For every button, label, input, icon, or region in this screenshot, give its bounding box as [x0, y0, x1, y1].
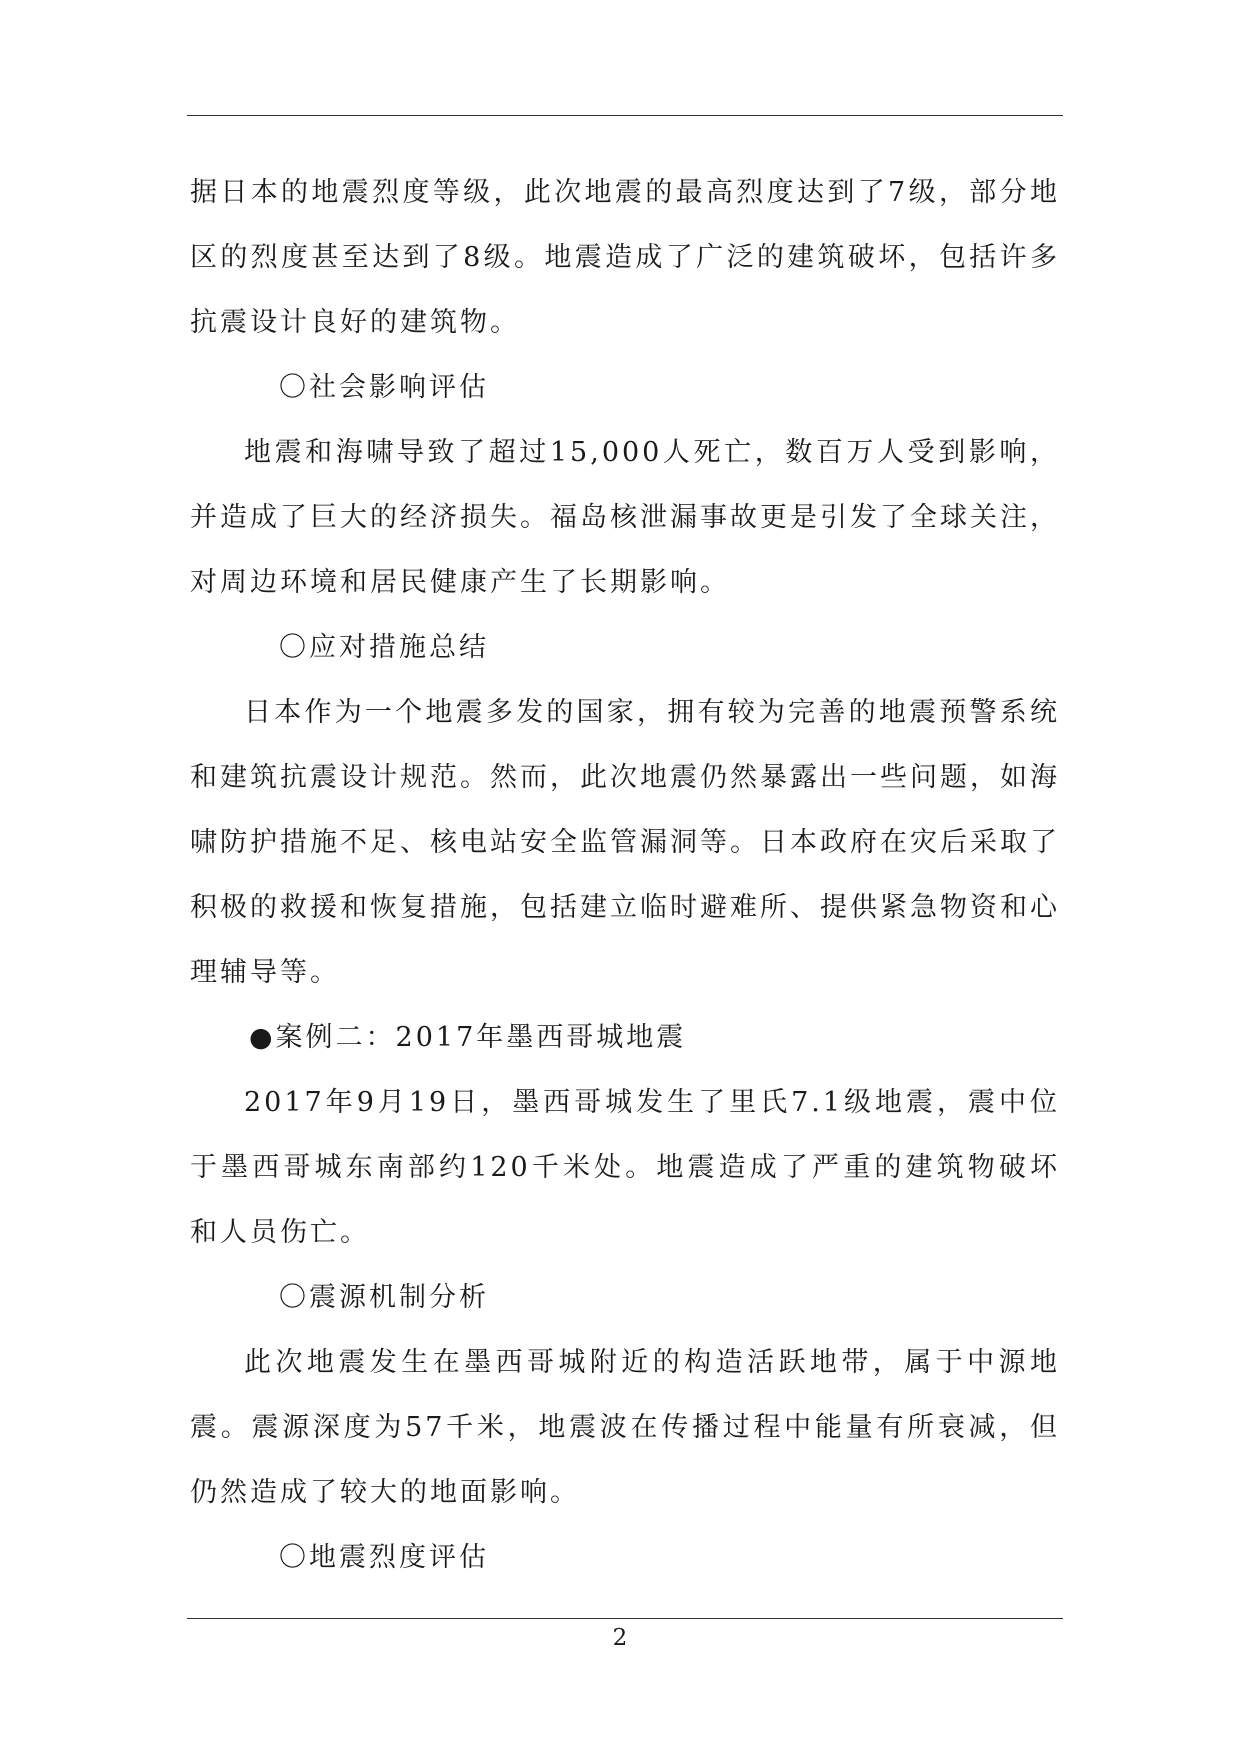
footer-rule: [187, 1618, 1063, 1619]
paragraph-intensity-continued: 据日本的地震烈度等级，此次地震的最高烈度达到了7级，部分地区的烈度甚至达到了8级。地震造成了广泛的建筑破坏，包括许多抗震设计良好的建筑物。: [190, 177, 1060, 338]
subheading-social-impact: 〇社会影响评估: [279, 372, 489, 403]
paragraph-mexico-overview: 2017年9月19日，墨西哥城发生了里氏7.1级地震，震中位于墨西哥城东南部约120千米处。地震造成了严重的建筑物破坏和人员伤亡。: [190, 1087, 1060, 1248]
case-heading-mexico-city: ●案例二：2017年墨西哥城地震: [249, 1022, 687, 1053]
paragraph-response-summary: 日本作为一个地震多发的国家，拥有较为完善的地震预警系统和建筑抗震设计规范。然而，此次地震仍然暴露出一些问题，如海啸防护措施不足、核电站安全监管漏洞等。日本政府在灾后采取了积极的救援和恢复措施，包括建立临时避难所、提供紧急物资和心理辅导等。: [190, 697, 1060, 988]
subheading-source-mechanism: 〇震源机制分析: [279, 1282, 489, 1313]
subheading-intensity-assessment: 〇地震烈度评估: [279, 1542, 489, 1573]
paragraph-source-mechanism: 此次地震发生在墨西哥城附近的构造活跃地带，属于中源地震。震源深度为57千米，地震波在传播过程中能量有所衰减，但仍然造成了较大的地面影响。: [190, 1347, 1060, 1508]
subheading-response-summary: 〇应对措施总结: [279, 632, 489, 663]
header-rule: [187, 115, 1063, 116]
paragraph-social-impact: 地震和海啸导致了超过15,000人死亡，数百万人受到影响，并造成了巨大的经济损失。福岛核泄漏事故更是引发了全球关注，对周边环境和居民健康产生了长期影响。: [190, 437, 1060, 598]
document-body: [190, 160, 1060, 1590]
page-number: 2: [612, 1625, 628, 1651]
